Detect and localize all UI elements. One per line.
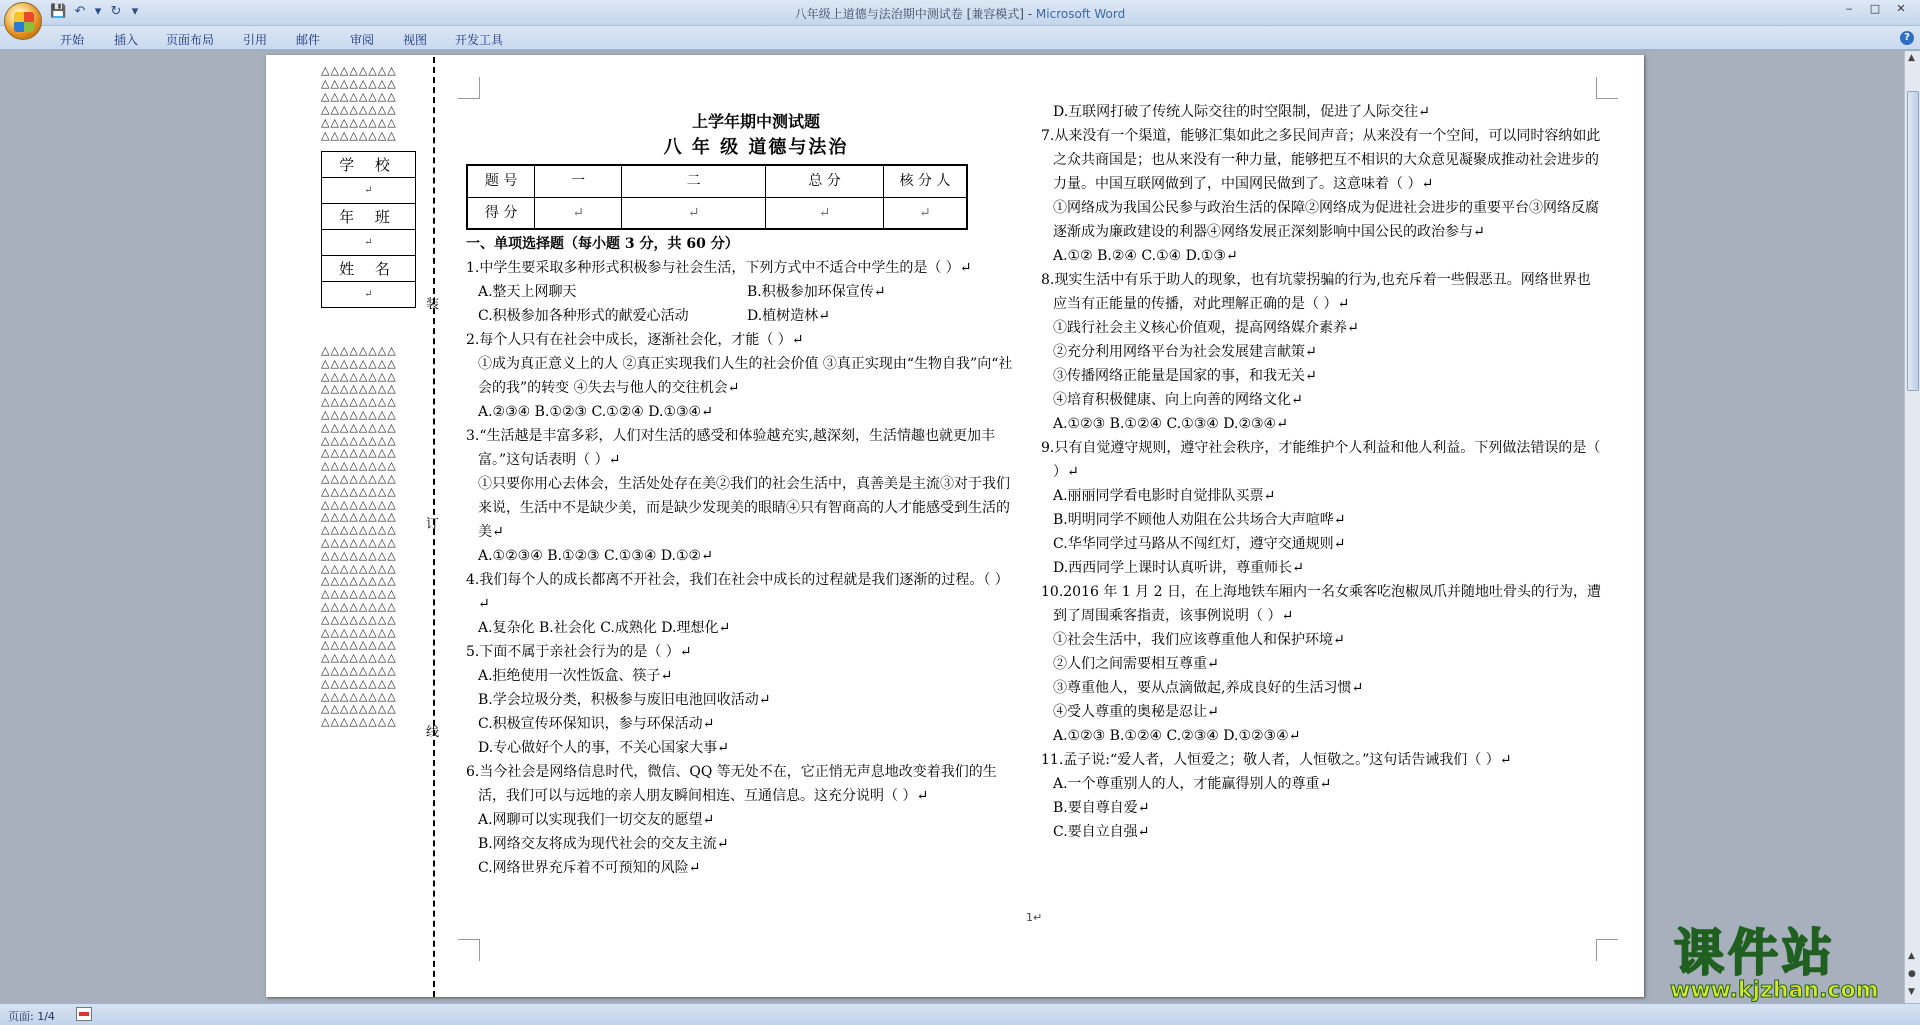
office-button[interactable] (4, 2, 42, 40)
triangle-row: △△△△△△△△ (321, 510, 397, 524)
triangle-row: △△△△△△△△ (321, 600, 397, 613)
triangle-row: △△△△△△△△ (321, 382, 397, 396)
triangle-row: △△△△△△△△ (321, 676, 397, 690)
question-body: ①只要你用心去体会，生活处处存在美②我们的社会生活中，真善美是主流③对于我们来说，生活中不是缺少美，而是缺少发现美的眼睛④只有智商高的人才能感受到生活的美↵ (478, 476, 1010, 540)
student-info-table (321, 151, 416, 308)
option: A.拒绝使用一次性饭盒、筷子↵ (478, 668, 673, 684)
triangle-row: △△△△△△△△ (321, 484, 397, 498)
score-row-label: 得 分 (467, 197, 535, 229)
tab-page-layout[interactable]: 页面布局 (166, 33, 215, 47)
option-row: A.①②③ B.①②④ C.②③④ D.①②③④↵ (1053, 728, 1301, 744)
watermark-url: www.kjzhan.com (1670, 978, 1879, 1003)
triangle-row: △△△△△△△△ (321, 344, 397, 357)
triangle-row: △△△△△△△△ (321, 129, 397, 142)
corner-mark (1596, 77, 1618, 99)
option-row (466, 304, 1016, 328)
triangle-row: △△△△△△△△ (321, 664, 397, 677)
triangle-row: △△△△△△△△ (321, 408, 397, 421)
corner-mark (1596, 939, 1618, 961)
question-stem: 5.下面不属于亲社会行为的是（ ）↵ (466, 644, 692, 660)
triangle-row: △△△△△△△△ (321, 638, 397, 652)
option: A.丽丽同学看电影时自觉排队买票↵ (1053, 488, 1276, 504)
undo-dropdown-icon[interactable]: ▾ (94, 4, 102, 19)
tab-review[interactable]: 审阅 (350, 33, 375, 47)
triangle-row: △△△△△△△△ (321, 90, 397, 103)
question-stem: 6.当今社会是网络信息时代，微信、QQ 等无处不在，它正悄无声息地改变着我们的生活，我们可以与远地的亲人朋友瞬间相连、互通信息。这充分说明（ ）↵ (466, 764, 997, 804)
binding-char: 订 (426, 517, 440, 532)
triangle-row: △△△△△△△△ (321, 103, 397, 116)
option: A.网聊可以实现我们一切交友的愿望↵ (478, 812, 715, 828)
statement: ③尊重他人，要从点滴做起,养成良好的生活习惯↵ (1053, 680, 1364, 696)
option-row: A.①②③④ B.①②③ C.①③④ D.①②↵ (478, 548, 713, 564)
option: A.一个尊重别人的人，才能赢得别人的尊重↵ (1053, 776, 1332, 792)
statement: ②人们之间需要相互尊重↵ (1053, 656, 1219, 672)
minimize-icon[interactable]: ‒ (1845, 2, 1853, 15)
triangle-row: △△△△△△△△ (321, 612, 397, 626)
binding-char: 线 (426, 725, 440, 740)
question-body: ①网络成为我国公民参与政治生活的保障②网络成为促进社会进步的重要平台③网络反腐逐渐成为廉政建设的利器④网络发展正深刻影响中国公民的政治参与↵ (1053, 200, 1599, 240)
maximize-icon[interactable]: □ (1869, 2, 1881, 15)
option: C.要自立自强↵ (1053, 824, 1150, 840)
class-input[interactable]: ↵ (322, 230, 416, 256)
section-heading: 一、单项选择题（每小题 3 分，共 60 分） (466, 236, 739, 252)
option: A.整天上网聊天 (478, 284, 577, 300)
score-header: 题 号 (467, 165, 535, 197)
statement: ④受人尊重的奥秘是忍让↵ (1053, 704, 1219, 720)
option: D.西西同学上课时认真听讲，尊重师长↵ (1053, 560, 1304, 576)
save-icon[interactable]: 💾 (50, 4, 67, 19)
option: C.网络世界充斥着不可预知的风险↵ (478, 860, 701, 876)
score-cell[interactable]: ↵ (621, 197, 765, 229)
triangle-row: △△△△△△△△ (321, 356, 397, 370)
tab-references[interactable]: 引用 (243, 33, 268, 47)
triangle-row: △△△△△△△△ (321, 116, 397, 129)
option: B.积极参加环保宣传↵ (747, 284, 886, 300)
option: B.明明同学不顾他人劝阻在公共场合大声喧哗↵ (1053, 512, 1346, 528)
statement: ②充分利用网络平台为社会发展建言献策↵ (1053, 344, 1317, 360)
question-stem: 3.“生活越是丰富多彩，人们对生活的感受和体验越充实,越深刻，生活情趣也就更加丰富。”这句话表明（ ）↵ (466, 428, 995, 468)
ribbon-tabs (0, 26, 1920, 50)
browse-object-icon[interactable]: ● (1908, 969, 1916, 979)
undo-icon[interactable]: ↶ (74, 4, 86, 19)
school-input[interactable]: ↵ (322, 178, 416, 204)
vertical-scrollbar[interactable] (1904, 51, 1920, 1003)
scroll-up-icon[interactable]: ▲ (1908, 53, 1915, 63)
triangle-row: △△△△△△△△ (321, 420, 397, 434)
tab-insert[interactable]: 插入 (114, 33, 139, 47)
question-stem: 9.只有自觉遵守规则，遵守社会秩序，才能维护个人利益和他人利益。下列做法错误的是（ ）↵ (1041, 440, 1601, 480)
proofing-icon[interactable] (76, 1007, 92, 1021)
triangle-row: △△△△△△△△ (321, 548, 397, 562)
customize-qat-icon[interactable]: ▾ (131, 4, 139, 19)
right-column (1041, 100, 1601, 844)
paper-subtitle: 八 年 级 道德与法治 (663, 137, 849, 158)
document-page[interactable] (266, 55, 1644, 997)
app-name: Microsoft Word (1035, 7, 1126, 21)
triangle-row: △△△△△△△△ (321, 497, 397, 511)
option-row (466, 280, 1016, 304)
name-input[interactable]: ↵ (322, 282, 416, 308)
triangle-row: △△△△△△△△ (321, 472, 397, 485)
option-row: A.①② B.②④ C.①④ D.①③↵ (1053, 248, 1238, 264)
class-label: 年 班 (322, 204, 416, 230)
score-header: 核 分 人 (883, 165, 967, 197)
school-label: 学 校 (322, 152, 416, 178)
option: C.积极参加各种形式的献爱心活动 (478, 308, 689, 324)
option: B.学会垃圾分类，积极参与废旧电池回收活动↵ (478, 692, 771, 708)
triangle-row: △△△△△△△△ (321, 561, 397, 575)
option-row: A.①②③ B.①②④ C.①③④ D.②③④↵ (1053, 416, 1288, 432)
tab-mailings[interactable]: 邮件 (296, 33, 321, 47)
triangle-row: △△△△△△△△ (321, 523, 397, 537)
scrollbar-thumb[interactable] (1907, 91, 1919, 391)
statement: ④培育积极健康、向上向善的网络文化↵ (1053, 392, 1303, 408)
triangle-row: △△△△△△△△ (321, 587, 397, 601)
question-stem: 1.中学生要采取多种形式积极参与社会生活，下列方式中不适合中学生的是（ ）↵ (466, 260, 972, 276)
triangle-row: △△△△△△△△ (321, 446, 397, 460)
corner-mark (458, 77, 480, 99)
name-label: 姓 名 (322, 256, 416, 282)
score-header: 总 分 (766, 165, 884, 197)
corner-mark (458, 939, 480, 961)
prev-page-icon[interactable]: ▲ (1908, 951, 1915, 961)
statement: ③传播网络正能量是国家的事，和我无关↵ (1053, 368, 1317, 384)
triangle-row: △△△△△△△△ (321, 574, 397, 588)
triangle-row: △△△△△△△△ (321, 651, 397, 665)
score-cell[interactable]: ↵ (766, 197, 884, 229)
question-stem: 10.2016 年 1 月 2 日，在上海地铁车厢内一名女乘客吃泡椒凤爪并随地吐骨头的行为，遭到了周围乘客指责，该事例说明（ ）↵ (1041, 584, 1601, 624)
question-body: ①成为真正意义上的人 ②真正实现我们人生的社会价值 ③真正实现由“生物自我”向“社会的我”的转变 ④失去与他人的交往机会↵ (478, 356, 1013, 396)
question-stem: 2.每个人只有在社会中成长，逐渐社会化，才能（ ）↵ (466, 332, 804, 348)
triangle-row: △△△△△△△△ (321, 625, 397, 639)
page-number: 1↵ (1026, 911, 1043, 924)
binding-char: 装 (426, 297, 440, 312)
score-table (466, 164, 968, 230)
status-bar (0, 1003, 1920, 1025)
option: C.积极宣传环保知识，参与环保活动↵ (478, 716, 715, 732)
question-stem: 4.我们每个人的成长都离不开社会，我们在社会中成长的过程就是我们逐渐的过程。（ ）↵ (466, 572, 1009, 612)
question-stem: 11.孟子说:“爱人者，人恒爱之；敬人者，人恒敬之。”这句话告诫我们（ ）↵ (1041, 752, 1512, 768)
score-cell[interactable]: ↵ (535, 197, 622, 229)
option: B.网络交友将成为现代社会的交友主流↵ (478, 836, 729, 852)
triangle-row: △△△△△△△△ (321, 536, 397, 549)
binding-dashed-line (433, 57, 435, 997)
score-header: 二 (621, 165, 765, 197)
statement: ①社会生活中，我们应该尊重他人和保护环境↵ (1053, 632, 1345, 648)
help-icon[interactable]: ? (1900, 31, 1914, 45)
document-title: 八年级上道德与法治期中测试卷 [兼容模式] - (794, 7, 1036, 21)
triangle-row: △△△△△△△△ (321, 369, 397, 383)
triangle-row: △△△△△△△△ (321, 459, 397, 473)
option-row: A.②③④ B.①②③ C.①②④ D.①③④↵ (478, 404, 713, 420)
triangle-row: △△△△△△△△ (321, 702, 397, 716)
redo-icon[interactable]: ↻ (110, 4, 122, 19)
triangle-row: △△△△△△△△ (321, 715, 397, 729)
page-indicator[interactable]: 页面: 1/4 (8, 1010, 55, 1023)
tab-home[interactable]: 开始 (60, 33, 85, 47)
close-icon[interactable]: ✕ (1896, 2, 1906, 15)
next-page-icon[interactable]: ▼ (1908, 987, 1915, 997)
tab-developer[interactable]: 开发工具 (455, 33, 504, 47)
option-row: A.复杂化 B.社会化 C.成熟化 D.理想化↵ (478, 620, 731, 636)
triangle-row: △△△△△△△△ (321, 689, 397, 703)
window-title (0, 5, 1920, 22)
option: D.互联网打破了传统人际交往的时空限制，促进了人际交往↵ (1053, 104, 1430, 120)
option: B.要自尊自爱↵ (1053, 800, 1150, 816)
left-column (466, 110, 1016, 880)
triangle-row: △△△△△△△△ (321, 395, 397, 409)
triangle-row: △△△△△△△△ (321, 433, 397, 447)
paper-title: 上学年期中测试题 (691, 112, 820, 131)
score-cell[interactable]: ↵ (883, 197, 967, 229)
score-header: 一 (535, 165, 622, 197)
office-logo-icon (14, 12, 34, 32)
watermark-title: 课件站 (1674, 924, 1836, 982)
watermark-logo (1666, 924, 1906, 1004)
triangle-row: △△△△△△△△ (321, 77, 397, 90)
question-stem: 8.现实生活中有乐于助人的现象，也有坑蒙拐骗的行为,也充斥着一些假恶丑。网络世界也应当有正能量的传播，对此理解正确的是（ ）↵ (1041, 272, 1591, 312)
question-stem: 7.从来没有一个渠道，能够汇集如此之多民间声音；从来没有一个空间，可以同时容纳如此之众共商国是；也从来没有一种力量，能够把互不相识的大众意见凝聚成推动社会进步的力量。中国互联网做到了，中国网民做到了。这意味着（ ）↵ (1041, 128, 1601, 192)
statement: ①践行社会主义核心价值观，提高网络媒介素养↵ (1053, 320, 1359, 336)
option: D.植树造林↵ (747, 308, 830, 324)
triangle-row: △△△△△△△△ (321, 64, 397, 77)
tab-view[interactable]: 视图 (403, 33, 428, 47)
option: C.华华同学过马路从不闯红灯，遵守交通规则↵ (1053, 536, 1346, 552)
title-bar (0, 0, 1920, 26)
option: D.专心做好个人的事，不关心国家大事↵ (478, 740, 729, 756)
